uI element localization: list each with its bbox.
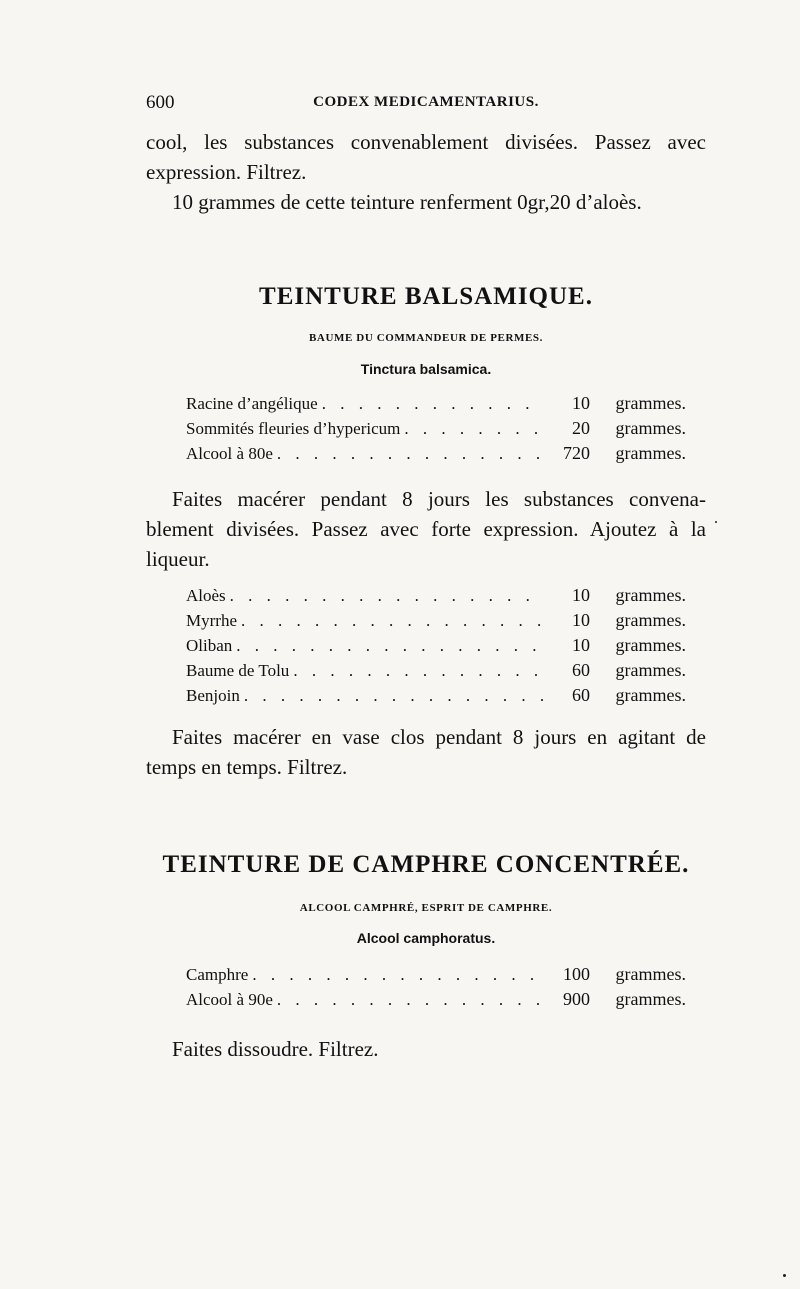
text-line: Faites macérer pendant 8 jours les substances convena- <box>172 487 706 511</box>
ingredient-name: Benjoin <box>186 686 240 705</box>
ingredient-unit: grammes. <box>615 585 686 605</box>
ingredient-name: Baume de Tolu <box>186 661 290 680</box>
ingredient-unit: grammes. <box>615 964 686 984</box>
ingredient-unit: grammes. <box>615 418 686 438</box>
ingredient-name: Sommités fleuries d’hypericum <box>186 419 401 438</box>
section-title: TEINTURE DE CAMPHRE CONCENTRÉE. <box>162 851 690 878</box>
ingredient-unit: grammes. <box>615 660 686 680</box>
ingredient-quantity: 10 <box>572 610 590 630</box>
ingredient-list <box>186 585 686 710</box>
ingredient-unit: grammes. <box>615 610 686 630</box>
page-number: 600 <box>146 92 175 113</box>
ingredient-row <box>186 585 686 610</box>
ingredient-quantity: 60 <box>572 660 590 680</box>
ingredient-row <box>186 418 686 443</box>
text-line: Faites dissoudre. Filtrez. <box>172 1037 379 1061</box>
ingredient-unit: grammes. <box>615 635 686 655</box>
ingredient-row <box>186 685 686 710</box>
ingredient-list <box>186 393 686 468</box>
text-line: blement divisées. Passez avec forte expression. Ajoutez à la <box>146 517 706 541</box>
ingredient-unit: grammes. <box>615 685 686 705</box>
dot-leader <box>248 965 544 985</box>
section-title: TEINTURE BALSAMIQUE. <box>259 283 593 310</box>
dot-leader <box>232 636 544 656</box>
instruction-paragraph <box>146 722 706 782</box>
ingredient-quantity: 100 <box>563 964 590 984</box>
ingredient-unit: grammes. <box>615 989 686 1009</box>
scan-speck <box>715 521 717 523</box>
ingredient-quantity: 10 <box>572 635 590 655</box>
ingredient-name: Myrrhe <box>186 611 237 630</box>
text-line: liqueur. <box>146 547 210 571</box>
text-line: temps en temps. Filtrez. <box>146 755 348 779</box>
text-line: cool, les substances convenablement divisées. Passez avec <box>146 130 706 154</box>
ingredient-row <box>186 610 686 635</box>
ingredient-row <box>186 660 686 685</box>
ingredient-row <box>186 964 686 989</box>
ingredient-unit: grammes. <box>615 443 686 463</box>
ingredient-row <box>186 443 686 468</box>
ingredient-quantity: 10 <box>572 585 590 605</box>
ingredient-name: Camphre <box>186 965 249 984</box>
instruction-paragraph <box>146 484 706 574</box>
instruction-paragraph <box>146 1034 706 1064</box>
intro-paragraph <box>146 127 706 217</box>
dot-leader <box>240 686 544 706</box>
ingredient-row <box>186 393 686 418</box>
section-subtitle: BAUME DU COMMANDEUR DE PERMES. <box>308 332 544 344</box>
latin-name: Tinctura balsamica. <box>360 361 492 377</box>
ingredient-quantity: 900 <box>563 989 590 1009</box>
ingredient-quantity: 720 <box>563 443 590 463</box>
dot-leader <box>237 611 544 631</box>
ingredient-name: Oliban <box>186 636 233 655</box>
dot-leader <box>273 990 544 1010</box>
dot-leader <box>226 586 544 606</box>
ingredient-quantity: 60 <box>572 685 590 705</box>
text-line: expression. Filtrez. <box>146 160 307 184</box>
ingredient-name: Racine d’angélique <box>186 394 318 413</box>
dot-leader <box>400 419 544 439</box>
ingredient-quantity: 10 <box>572 393 590 413</box>
dot-leader <box>289 661 544 681</box>
ingredient-list <box>186 964 686 1014</box>
ingredient-unit: grammes. <box>615 393 686 413</box>
dot-leader <box>273 444 544 464</box>
ingredient-name: Alcool à 80e <box>186 444 273 463</box>
running-head <box>146 92 706 114</box>
dot-leader <box>318 394 544 414</box>
ingredient-row <box>186 989 686 1014</box>
scan-speck <box>783 1274 786 1277</box>
ingredient-quantity: 20 <box>572 418 590 438</box>
ingredient-name: Aloès <box>186 586 226 605</box>
latin-name: Alcool camphoratus. <box>356 930 496 946</box>
text-line: 10 grammes de cette teinture renferment 0gr,20 d’aloès. <box>172 190 642 214</box>
running-title: CODEX MEDICAMENTARIUS. <box>313 94 539 110</box>
ingredient-name: Alcool à 90e <box>186 990 273 1009</box>
text-line: Faites macérer en vase clos pendant 8 jours en agitant de <box>172 725 706 749</box>
section-subtitle: ALCOOL CAMPHRÉ, ESPRIT DE CAMPHRE. <box>299 902 553 914</box>
ingredient-row <box>186 635 686 660</box>
